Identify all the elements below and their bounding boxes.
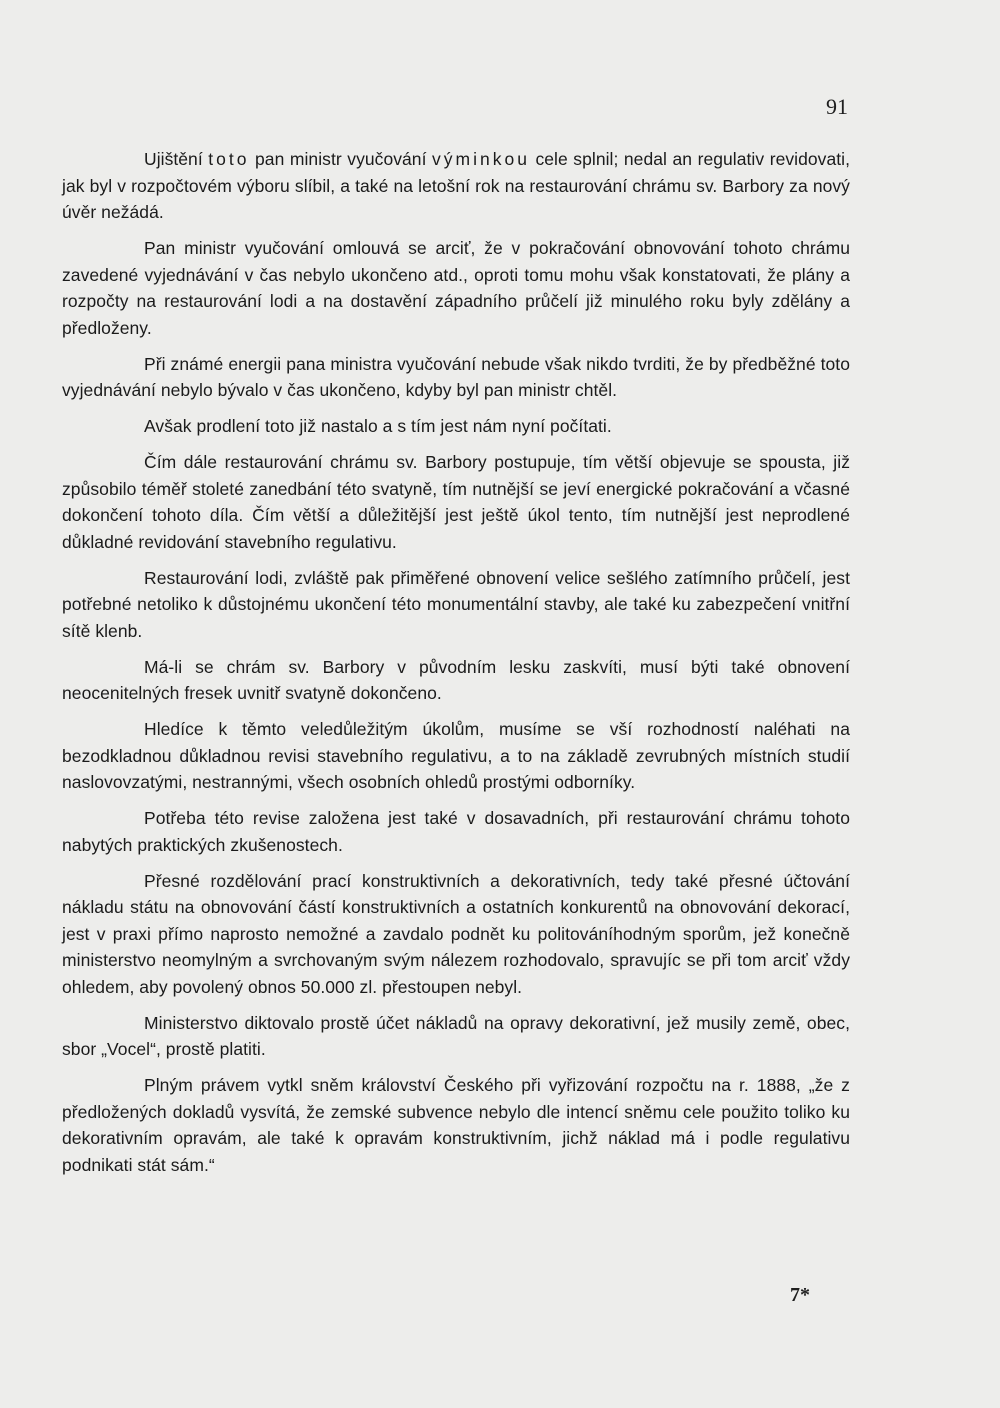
paragraph-6: Restaurování lodi, zvláště pak přiměřené obnovení velice sešlého zatímního průčelí, jest potřebné netoliko k důstojnému ukončení této monumentální stavby, ale také ku zabezpečení vnitřní sítě klenb. (62, 567, 850, 641)
paragraph-11: Ministerstvo diktovalo prostě účet nákladů na opravy dekorativní, jež musily země, obec, sbor „Vocel“, prostě platiti. (62, 1012, 850, 1059)
paragraph-10: Přesné rozdělování prací konstruktivních a dekorativních, tedy také přesné účtování nákladu státu na obnovování částí konstruktivních a ostatních konkurentů na obnovování dekorací, jest v praxi přímo naprosto nemožné a zavdalo podnět ku politováníhodným sporům, jež konečně ministerstvo neomylným a svrchovaným svým nálezem rozhodovalo, spravujíc se při tom arciť vždy ohledem, aby povolený obnos 50.000 zl. přestoupen nebyl. (62, 870, 850, 997)
emphasis-toto: toto (208, 149, 250, 169)
paragraph-1-end: cele splnil; nedal an regulativ revidovati, jak byl v rozpočtovém výboru slíbil, a také na letošní rok na restaurování chrámu sv. Barbory za nový úvěr nežádá. (62, 149, 850, 222)
paragraph-1 (62, 146, 850, 226)
paragraph-1-start: Ujištění (144, 149, 209, 169)
paragraph-7: Má-li se chrám sv. Barbory v původním lesku zaskvíti, musí býti také obnovení neocenitelných fresek uvnitř svatyně dokončeno. (62, 656, 850, 703)
emphasis-vyminkou: výminkou (432, 149, 530, 169)
paragraph-2: Pan ministr vyučování omlouvá se arciť, že v pokračování obnovování tohoto chrámu zavedené vyjednávání v čas nebylo ukončeno atd., oproti tomu mohu však konstatovati, že plány a rozpočty na restaurování lodi a na dostavění západního průčelí již minulého roku byly zdělány a předloženy. (62, 238, 850, 338)
paragraph-5: Čím dále restaurování chrámu sv. Barbory postupuje, tím větší objevuje se spousta, již způsobilo téměř stoleté zanedbání této svatyně, tím nutnější se jeví energické pokračování a včasné dokončení tohoto díla. Čím větší a důležitější jest ještě úkol tento, tím nutnější jest neprodlené důkladné revidování stavebního regulativu. (62, 452, 850, 552)
paragraph-12: Plným právem vytkl sněm království Českého při vyřizování rozpočtu na r. 1888, „že z předložených dokladů vysvítá, že zemské subvence nebylo dle intencí sněmu cele použito toliko ku dekorativním opravám, ale také k opravám konstruktivním, jichž náklad má i podle regulativu podnikati stát sám.“ (62, 1075, 850, 1175)
page-number: 91 (826, 94, 848, 119)
paragraph-4: Avšak prodlení toto již nastalo a s tím jest nám nyní počítati. (144, 416, 612, 436)
signature-mark: 7* (790, 1284, 810, 1306)
body-text (62, 146, 850, 1188)
paragraph-3: Při známé energii pana ministra vyučování nebude však nikdo tvrditi, že by předběžné toto vyjednávání nebylo bývalo v čas ukončeno, kdyby byl pan ministr chtěl. (62, 353, 850, 400)
paragraph-8: Hledíce k těmto veledůležitým úkolům, musíme se vší rozhodností naléhati na bezodkladnou důkladnou revisi stavebního regulativu, a to na základě zevrubných místních studií naslovovzatými, nestrannými, všech osobních ohledů prostými odborníky. (62, 719, 850, 792)
paragraph-9: Potřeba této revise založena jest také v dosavadních, při restaurování chrámu tohoto nabytých praktických zkušenostech. (62, 808, 850, 855)
paragraph-1-middle: pan ministr vyučování (249, 149, 433, 169)
